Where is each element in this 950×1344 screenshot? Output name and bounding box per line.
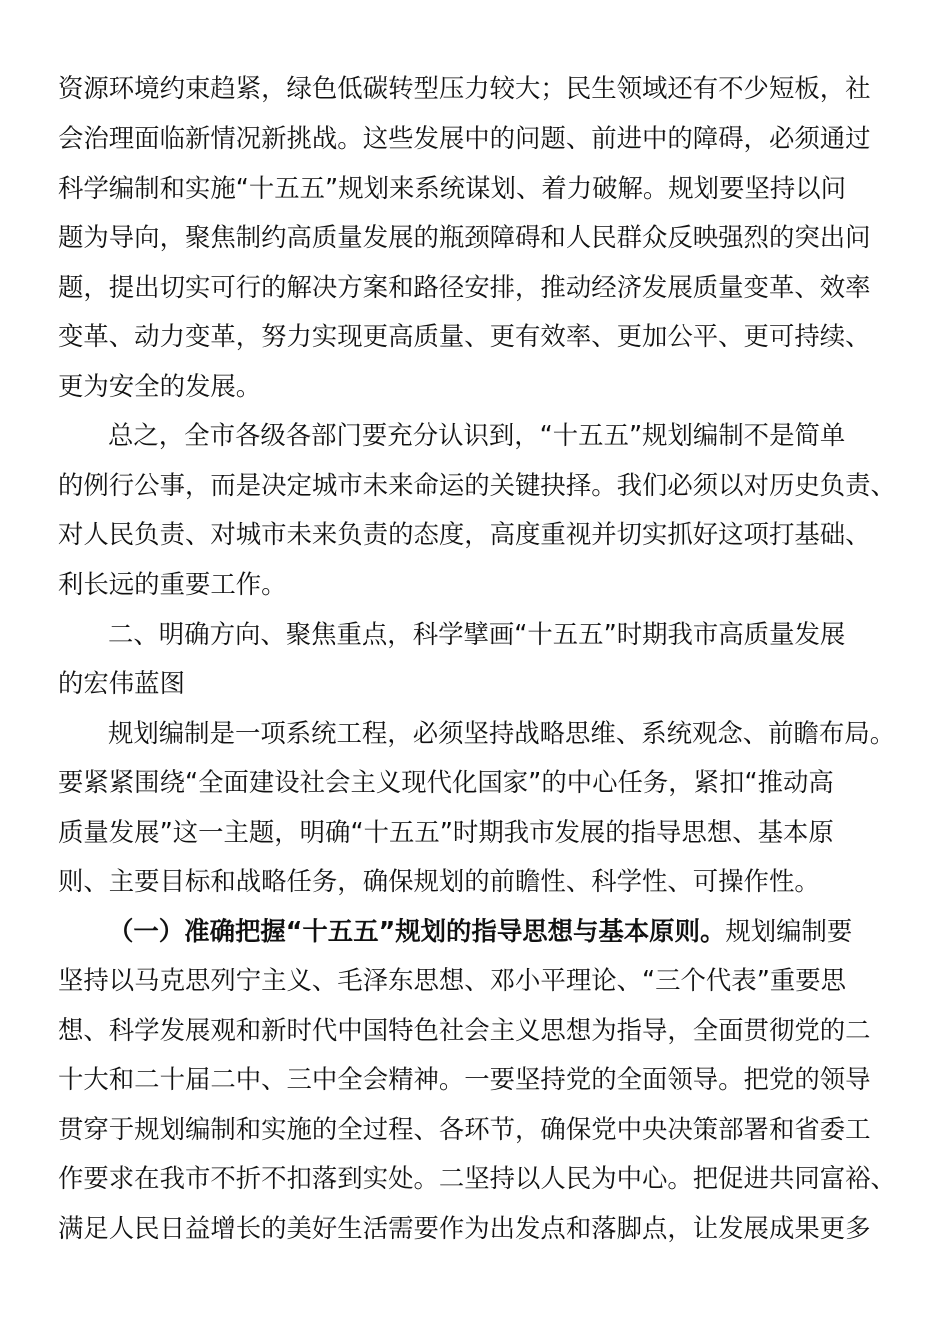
- paragraph-line: 贯穿于规划编制和实施的全过程、各环节，确保党中央决策部署和省委工: [58, 1114, 871, 1144]
- paragraph-line: 满足人民日益增长的美好生活需要作为出发点和落脚点，让发展成果更多: [58, 1213, 871, 1243]
- subheading-normal-text: 规划编制要: [725, 916, 853, 946]
- paragraph-line: 要紧紧围绕“全面建设社会主义现代化国家”的中心任务，紧扣“推动高: [58, 767, 834, 797]
- subheading-line: [108, 911, 852, 951]
- paragraph-line: 对人民负责、对城市未来负责的态度，高度重视并切实抓好这项打基础、: [58, 519, 871, 549]
- paragraph-line: 会治理面临新情况新挑战。这些发展中的问题、前进中的障碍，必须通过: [58, 123, 871, 153]
- paragraph-line: 题为导向，聚焦制约高质量发展的瓶颈障碍和人民群众反映强烈的突出问: [58, 222, 871, 252]
- section-heading-line: 的宏伟蓝图: [58, 668, 185, 698]
- paragraph-line: 坚持以马克思列宁主义、毛泽东思想、邓小平理论、“三个代表”重要思: [58, 965, 847, 995]
- paragraph-line: 作要求在我市不折不扣落到实处。二坚持以人民为中心。把促进共同富裕、: [58, 1163, 896, 1193]
- subheading-bold-text: （一）准确把握“十五五”规划的指导思想与基本原则。: [108, 916, 726, 946]
- paragraph-line: 规划编制是一项系统工程，必须坚持战略思维、系统观念、前瞻布局。: [108, 718, 896, 748]
- paragraph-line: 变革、动力变革，努力实现更高质量、更有效率、更加公平、更可持续、: [58, 321, 871, 351]
- paragraph-line: 题，提出切实可行的解决方案和路径安排，推动经济发展质量变革、效率: [58, 272, 871, 302]
- paragraph-line: 的例行公事，而是决定城市未来命运的关键抉择。我们必须以对历史负责、: [58, 470, 896, 500]
- paragraph-line: 利长远的重要工作。: [58, 569, 287, 599]
- paragraph-line: 资源环境约束趋紧，绿色低碳转型压力较大；民生领域还有不少短板，社: [58, 73, 871, 103]
- section-heading-line: 二、明确方向、聚焦重点，科学擘画“十五五”时期我市高质量发展: [108, 619, 846, 649]
- paragraph-line: 科学编制和实施“十五五”规划来系统谋划、着力破解。规划要坚持以问: [58, 173, 847, 203]
- paragraph-line: 十大和二十届二中、三中全会精神。一要坚持党的全面领导。把党的领导: [58, 1064, 871, 1094]
- paragraph-line: 更为安全的发展。: [58, 371, 262, 401]
- paragraph-line: 质量发展”这一主题，明确“十五五”时期我市发展的指导思想、基本原: [58, 817, 834, 847]
- paragraph-line: 想、科学发展观和新时代中国特色社会主义思想为指导，全面贯彻党的二: [58, 1015, 871, 1045]
- paragraph-line: 则、主要目标和战略任务，确保规划的前瞻性、科学性、可操作性。: [58, 866, 820, 896]
- paragraph-line: 总之，全市各级各部门要充分认识到，“十五五”规划编制不是简单: [108, 420, 846, 450]
